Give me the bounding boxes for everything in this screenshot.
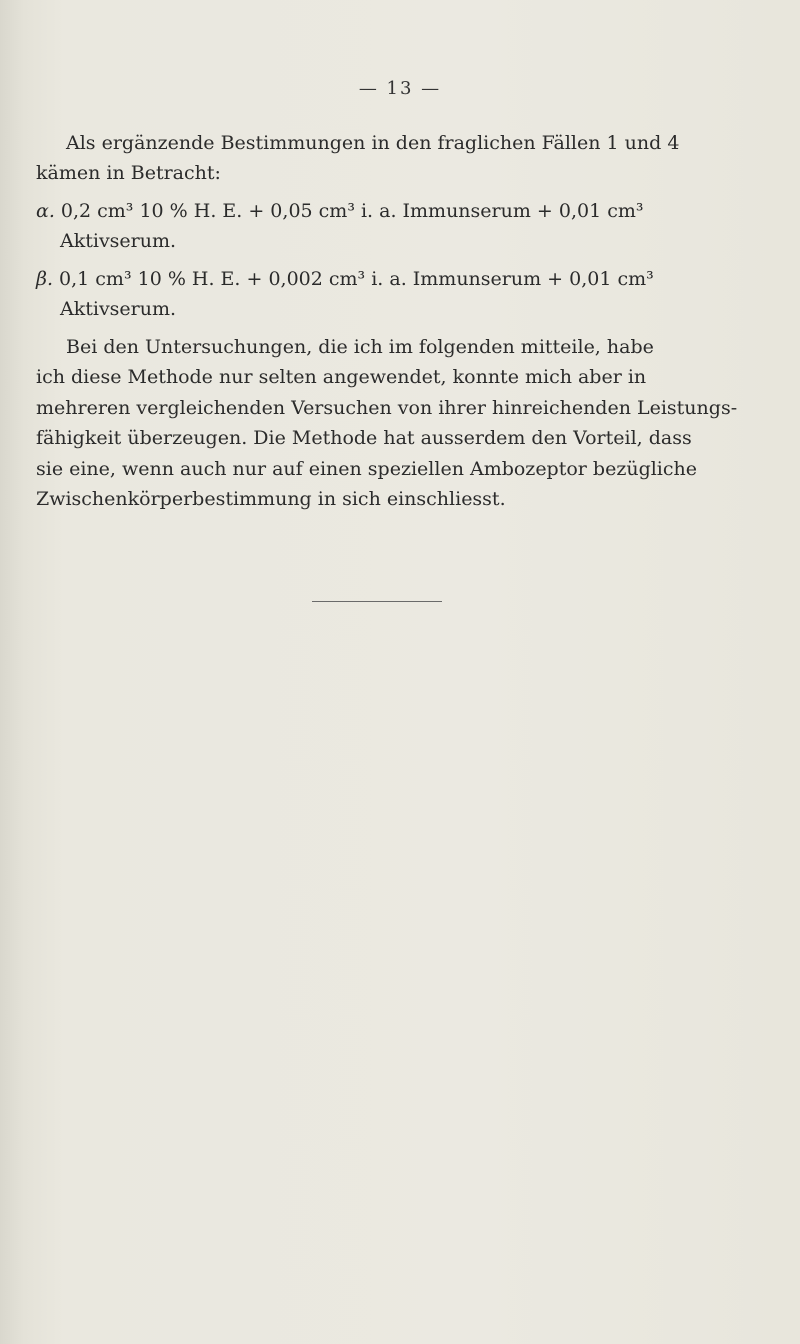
list-item-beta-line-1 (36, 264, 752, 294)
list-item-alpha-text: 0,2 cm³ 10 % H. E. + 0,05 cm³ i. a. Immunserum + 0,01 cm³ (60, 200, 644, 222)
body-line-3: mehreren vergleichenden Versuchen von ihrer hinreichenden Leistungs- (36, 396, 738, 419)
list-item-alpha-letter: α. (36, 200, 55, 222)
list-item-beta-text: 0,1 cm³ 10 % H. E. + 0,002 cm³ i. a. Immunserum + 0,01 cm³ (59, 268, 654, 290)
list-item-alpha-line-1 (36, 196, 752, 226)
section-divider (312, 601, 442, 602)
list-item-beta-line-2: Aktivserum. (60, 298, 177, 321)
list-item-alpha-line-2: Aktivserum. (60, 230, 177, 253)
body-line-4: fähigkeit überzeugen. Die Methode hat ausserdem den Vorteil, dass (36, 427, 692, 450)
body-line-2: ich diese Methode nur selten angewendet, konnte mich aber in (36, 366, 647, 389)
list-item-alpha (36, 196, 752, 257)
intro-line-1: Als ergänzende Bestimmungen in den fraglichen Fällen 1 und 4 (66, 132, 680, 154)
body-line-1: Bei den Untersuchungen, die ich im folgenden mitteile, habe (66, 336, 654, 358)
body-line-6: Zwischenkörperbestimmung in sich einschliesst. (36, 487, 506, 510)
list-item-beta-letter: β. (36, 268, 54, 290)
body-line-5: sie eine, wenn auch nur auf einen speziellen Ambozeptor bezügliche (36, 457, 698, 480)
page-number: — 13 — (358, 78, 442, 99)
intro-line-2: kämen in Betracht: (36, 162, 221, 185)
list-item-beta (36, 264, 752, 325)
intro-paragraph (36, 128, 752, 189)
body-paragraph (36, 332, 752, 514)
